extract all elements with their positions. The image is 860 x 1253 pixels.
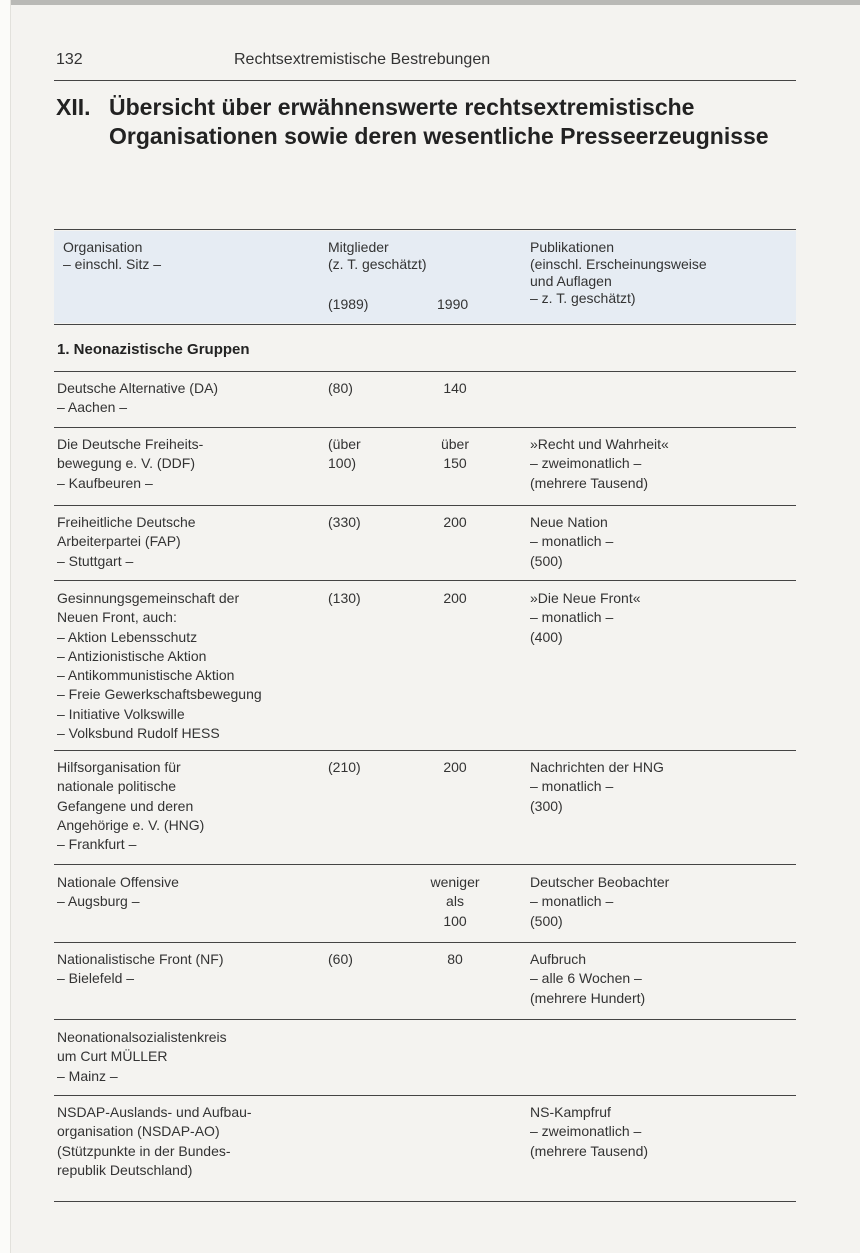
chapter-number: XII. — [56, 94, 91, 120]
header-year-1990: 1990 — [437, 296, 469, 312]
row-members-1989: (80) — [328, 380, 353, 396]
header-organisation: Organisation – einschl. Sitz – — [63, 239, 162, 272]
header-bottom-rule — [54, 324, 796, 325]
row-rule — [54, 427, 796, 428]
row-members-1990: 200 — [443, 590, 467, 606]
row-rule — [54, 1019, 796, 1020]
row-organisation: NSDAP-Auslands- und Aufbau- organisation (NSDAP-AO) (Stützpunkte in der Bundes- republik Deutschland) — [57, 1104, 252, 1178]
row-rule — [54, 371, 796, 372]
row-members-1989: (über 100) — [328, 436, 361, 472]
table-top-rule — [54, 229, 796, 230]
row-rule — [54, 1095, 796, 1096]
row-organisation: Nationale Offensive – Augsburg – — [57, 874, 179, 910]
row-publications: Deutscher Beobachter – monatlich – (500) — [530, 874, 670, 929]
row-members-1990: 140 — [443, 380, 467, 396]
chapter-title: Übersicht über erwähnenswerte rechtsextremistische Organisationen sowie deren wesentliche Presseerzeugnisse — [109, 94, 769, 149]
header-members: Mitglieder (z. T. geschätzt) — [328, 239, 427, 272]
row-rule — [54, 750, 796, 751]
row-rule — [54, 942, 796, 943]
row-organisation: Die Deutsche Freiheits- bewegung e. V. (DDF) – Kaufbeuren – — [57, 436, 204, 491]
row-organisation: Neonationalsozialistenkreis um Curt MÜLLER – Mainz – — [57, 1029, 227, 1084]
row-members-1989: (60) — [328, 951, 353, 967]
running-title: Rechtsextremistische Bestrebungen — [234, 51, 491, 68]
header-publications: Publikationen (einschl. Erscheinungsweise und Auflagen – z. T. geschätzt) — [530, 239, 707, 306]
row-publications: »Recht und Wahrheit« – zweimonatlich – (mehrere Tausend) — [530, 436, 669, 491]
row-members-1989: (210) — [328, 759, 361, 775]
table-bottom-rule — [54, 1201, 796, 1202]
row-rule — [54, 864, 796, 865]
row-publications: NS-Kampfruf – zweimonatlich – (mehrere Tausend) — [530, 1104, 649, 1159]
row-organisation: Nationalistische Front (NF) – Bielefeld – — [57, 951, 224, 987]
section-title: 1. Neonazistische Gruppen — [57, 341, 250, 358]
row-members-1990: 200 — [443, 759, 467, 775]
row-members-1989: (130) — [328, 590, 361, 606]
header-rule — [54, 80, 796, 81]
row-members-1989: (330) — [328, 514, 361, 530]
row-publications: Aufbruch – alle 6 Wochen – (mehrere Hundert) — [530, 951, 646, 1006]
row-members-1990: über 150 — [440, 436, 470, 472]
row-publications: »Die Neue Front« – monatlich – (400) — [530, 590, 641, 645]
row-organisation: Freiheitliche Deutsche Arbeiterpartei (FAP) – Stuttgart – — [57, 514, 196, 569]
page-number: 132 — [56, 51, 83, 68]
row-publications: Nachrichten der HNG – monatlich – (300) — [530, 759, 664, 814]
row-rule — [54, 580, 796, 581]
row-publications: Neue Nation – monatlich – (500) — [530, 514, 614, 569]
row-organisation: Hilfsorganisation für nationale politische Gefangene und deren Angehörige e. V. (HNG) – Frankfurt – — [57, 759, 205, 853]
header-year-1989: (1989) — [328, 296, 369, 312]
row-members-1990: weniger als 100 — [430, 874, 480, 929]
row-members-1990: 200 — [443, 514, 467, 530]
row-rule — [54, 505, 796, 506]
row-members-1990: 80 — [447, 951, 463, 967]
row-organisation: Deutsche Alternative (DA) – Aachen – — [57, 380, 219, 416]
row-organisation: Gesinnungsgemeinschaft der Neuen Front, auch: – Aktion Lebensschutz – Antizionistische Aktion – Antikommunistische Aktion – Freie Gewerkschaftsbewegung – Initiative Volkswille – Volksbund Rudolf HESS — [57, 590, 262, 742]
